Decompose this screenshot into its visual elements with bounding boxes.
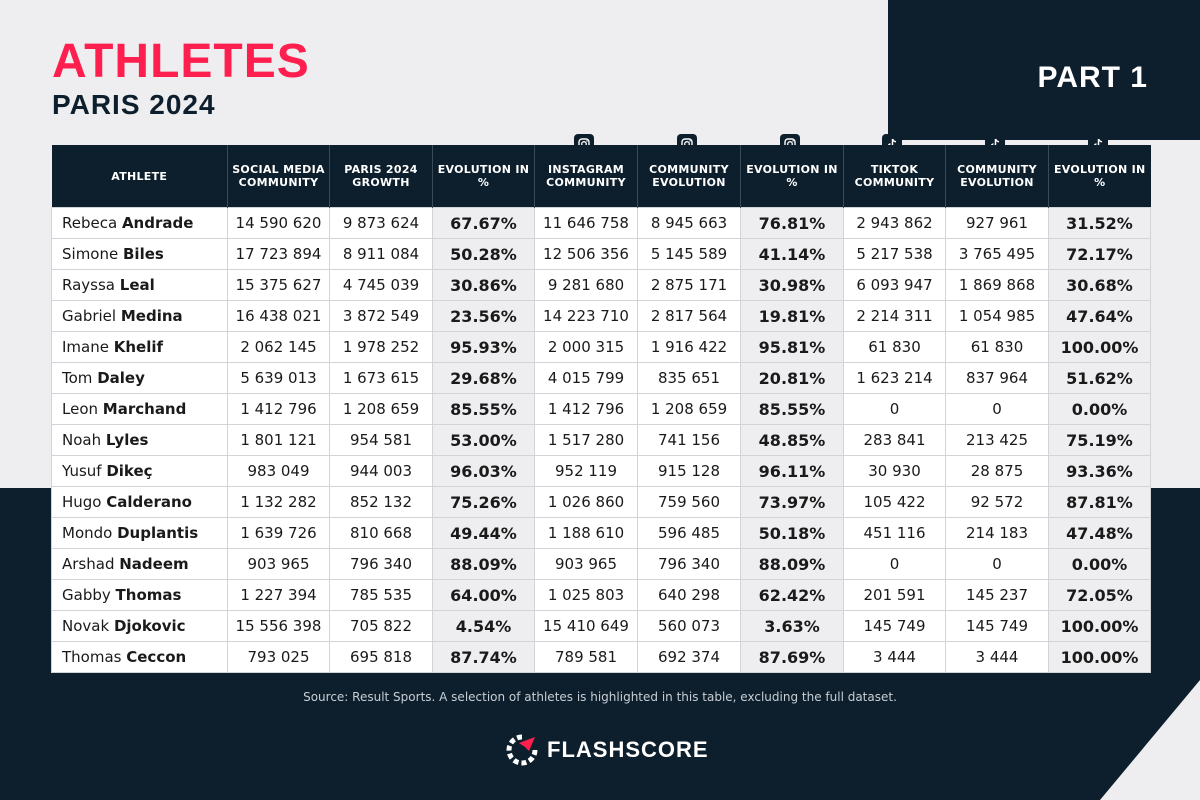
cell-tt-evo: 3 444	[946, 642, 1049, 673]
athlete-name-cell	[52, 487, 228, 518]
cell-evo: 88.09%	[433, 549, 535, 580]
column-header: PARIS 2024 GROWTH	[330, 145, 433, 208]
cell-tt: 145 749	[844, 611, 946, 642]
athlete-name-cell	[52, 518, 228, 549]
cell-tt-pct: 0.00%	[1049, 549, 1151, 580]
cell-ig-pct: 95.81%	[741, 332, 844, 363]
cell-tt: 201 591	[844, 580, 946, 611]
cell-social: 1 801 121	[228, 425, 330, 456]
cell-tt-pct: 100.00%	[1049, 642, 1151, 673]
cell-evo: 30.86%	[433, 270, 535, 301]
athlete-name-cell	[52, 363, 228, 394]
cell-social: 5 639 013	[228, 363, 330, 394]
cell-tt-pct: 93.36%	[1049, 456, 1151, 487]
athlete-last-name: Ceccon	[126, 648, 187, 666]
cell-growth: 9 873 624	[330, 208, 433, 239]
cell-social: 1 639 726	[228, 518, 330, 549]
cell-ig: 1 517 280	[535, 425, 638, 456]
cell-tt: 0	[844, 549, 946, 580]
table-row	[52, 270, 1151, 301]
cell-ig-evo: 915 128	[638, 456, 741, 487]
column-header: COMMUNITY EVOLUTION	[638, 145, 741, 208]
column-header: COMMUNITY EVOLUTION	[946, 145, 1049, 208]
cell-tt: 0	[844, 394, 946, 425]
cell-evo: 64.00%	[433, 580, 535, 611]
athlete-first-name: Leon	[62, 400, 99, 418]
cell-ig-pct: 76.81%	[741, 208, 844, 239]
cell-ig: 1 026 860	[535, 487, 638, 518]
cell-ig-pct: 19.81%	[741, 301, 844, 332]
cell-ig-evo: 835 651	[638, 363, 741, 394]
athlete-last-name: Nadeem	[119, 555, 189, 573]
cell-tt: 6 093 947	[844, 270, 946, 301]
cell-ig: 11 646 758	[535, 208, 638, 239]
cell-growth: 944 003	[330, 456, 433, 487]
cell-evo: 75.26%	[433, 487, 535, 518]
cell-ig-evo: 640 298	[638, 580, 741, 611]
cell-ig-evo: 741 156	[638, 425, 741, 456]
athlete-last-name: Duplantis	[117, 524, 199, 542]
column-header: EVOLUTION IN %	[741, 145, 844, 208]
page-subtitle: PARIS 2024	[52, 89, 216, 120]
cell-evo: 87.74%	[433, 642, 535, 673]
cell-growth: 4 745 039	[330, 270, 433, 301]
athlete-name-cell	[52, 270, 228, 301]
cell-growth: 3 872 549	[330, 301, 433, 332]
table-row	[52, 208, 1151, 239]
cell-ig-evo: 2 875 171	[638, 270, 741, 301]
cell-social: 1 132 282	[228, 487, 330, 518]
table-row	[52, 239, 1151, 270]
athlete-first-name: Hugo	[62, 493, 102, 511]
cell-tt-evo: 213 425	[946, 425, 1049, 456]
table-row	[52, 549, 1151, 580]
cell-tt: 30 930	[844, 456, 946, 487]
cell-evo: 67.67%	[433, 208, 535, 239]
cell-ig-evo: 560 073	[638, 611, 741, 642]
cell-ig-pct: 85.55%	[741, 394, 844, 425]
table-header-row	[52, 145, 1151, 208]
cell-tt: 61 830	[844, 332, 946, 363]
cell-tt-evo: 145 749	[946, 611, 1049, 642]
cell-tt: 2 214 311	[844, 301, 946, 332]
cell-growth: 810 668	[330, 518, 433, 549]
column-header: INSTAGRAM COMMUNITY	[535, 145, 638, 208]
cell-tt-evo: 3 765 495	[946, 239, 1049, 270]
cell-growth: 796 340	[330, 549, 433, 580]
cell-ig-evo: 5 145 589	[638, 239, 741, 270]
table-row	[52, 487, 1151, 518]
cell-ig-pct: 30.98%	[741, 270, 844, 301]
cell-tt-pct: 31.52%	[1049, 208, 1151, 239]
athlete-last-name: Djokovic	[113, 617, 186, 635]
cell-tt-pct: 72.05%	[1049, 580, 1151, 611]
athlete-last-name: Medina	[120, 307, 183, 325]
athlete-last-name: Dikeç	[106, 462, 153, 480]
cell-social: 793 025	[228, 642, 330, 673]
cell-ig-pct: 96.11%	[741, 456, 844, 487]
cell-social: 17 723 894	[228, 239, 330, 270]
cell-tt-evo: 0	[946, 394, 1049, 425]
flashscore-logo	[505, 733, 709, 767]
cell-ig: 9 281 680	[535, 270, 638, 301]
cell-ig-pct: 20.81%	[741, 363, 844, 394]
cell-social: 14 590 620	[228, 208, 330, 239]
cell-tt-pct: 72.17%	[1049, 239, 1151, 270]
column-header: TIKTOK COMMUNITY	[844, 145, 946, 208]
athlete-last-name: Khelif	[113, 338, 164, 356]
cell-evo: 49.44%	[433, 518, 535, 549]
cell-ig-pct: 41.14%	[741, 239, 844, 270]
cell-ig-evo: 796 340	[638, 549, 741, 580]
column-header: ATHLETE	[52, 145, 228, 208]
athlete-last-name: Thomas	[115, 586, 182, 604]
cell-social: 983 049	[228, 456, 330, 487]
cell-tt-evo: 1 869 868	[946, 270, 1049, 301]
cell-ig-pct: 62.42%	[741, 580, 844, 611]
table-row	[52, 394, 1151, 425]
table-row	[52, 332, 1151, 363]
athlete-last-name: Andrade	[121, 214, 194, 232]
cell-evo: 85.55%	[433, 394, 535, 425]
cell-tt-pct: 30.68%	[1049, 270, 1151, 301]
logo-text: FLASHSCORE	[547, 737, 709, 762]
cell-tt-evo: 214 183	[946, 518, 1049, 549]
cell-tt-evo: 61 830	[946, 332, 1049, 363]
cell-social: 16 438 021	[228, 301, 330, 332]
cell-tt-evo: 28 875	[946, 456, 1049, 487]
athlete-first-name: Gabriel	[62, 307, 117, 325]
cell-ig-evo: 692 374	[638, 642, 741, 673]
cell-growth: 785 535	[330, 580, 433, 611]
cell-growth: 954 581	[330, 425, 433, 456]
athlete-first-name: Arshad	[62, 555, 115, 573]
cell-social: 1 412 796	[228, 394, 330, 425]
cell-ig-pct: 73.97%	[741, 487, 844, 518]
table-row	[52, 425, 1151, 456]
athlete-last-name: Marchand	[102, 400, 187, 418]
cell-social: 15 375 627	[228, 270, 330, 301]
athlete-name-cell	[52, 642, 228, 673]
athlete-first-name: Simone	[62, 245, 119, 263]
cell-tt: 1 623 214	[844, 363, 946, 394]
cell-tt-pct: 87.81%	[1049, 487, 1151, 518]
table-row	[52, 642, 1151, 673]
athlete-last-name: Leal	[119, 276, 155, 294]
athlete-name-cell	[52, 301, 228, 332]
column-header: SOCIAL MEDIA COMMUNITY	[228, 145, 330, 208]
cell-growth: 1 978 252	[330, 332, 433, 363]
athlete-first-name: Thomas	[62, 648, 122, 666]
athlete-first-name: Imane	[62, 338, 109, 356]
cell-social: 903 965	[228, 549, 330, 580]
cell-social: 2 062 145	[228, 332, 330, 363]
athlete-name-cell	[52, 611, 228, 642]
table-row	[52, 456, 1151, 487]
cell-evo: 53.00%	[433, 425, 535, 456]
cell-tt: 5 217 538	[844, 239, 946, 270]
athlete-name-cell	[52, 549, 228, 580]
cell-ig: 1 025 803	[535, 580, 638, 611]
cell-growth: 705 822	[330, 611, 433, 642]
athlete-name-cell	[52, 239, 228, 270]
table-row	[52, 301, 1151, 332]
cell-tt: 3 444	[844, 642, 946, 673]
cell-tt: 105 422	[844, 487, 946, 518]
cell-evo: 96.03%	[433, 456, 535, 487]
cell-ig: 2 000 315	[535, 332, 638, 363]
athlete-last-name: Lyles	[105, 431, 149, 449]
cell-tt-pct: 51.62%	[1049, 363, 1151, 394]
cell-tt: 451 116	[844, 518, 946, 549]
cell-ig-evo: 596 485	[638, 518, 741, 549]
cell-evo: 29.68%	[433, 363, 535, 394]
part-label: PART 1	[1037, 61, 1148, 94]
table-row	[52, 611, 1151, 642]
cell-growth: 1 208 659	[330, 394, 433, 425]
athlete-first-name: Mondo	[62, 524, 113, 542]
athlete-first-name: Rayssa	[62, 276, 115, 294]
column-header: EVOLUTION IN %	[433, 145, 535, 208]
cell-ig-evo: 1 916 422	[638, 332, 741, 363]
athlete-first-name: Novak	[62, 617, 110, 635]
athlete-first-name: Tom	[62, 369, 93, 387]
cell-social: 1 227 394	[228, 580, 330, 611]
cell-growth: 695 818	[330, 642, 433, 673]
cell-evo: 50.28%	[433, 239, 535, 270]
athlete-name-cell	[52, 456, 228, 487]
cell-ig-pct: 87.69%	[741, 642, 844, 673]
flashscore-logo-icon	[505, 733, 539, 767]
cell-ig-pct: 3.63%	[741, 611, 844, 642]
cell-tt: 2 943 862	[844, 208, 946, 239]
athlete-name-cell	[52, 332, 228, 363]
cell-ig-pct: 88.09%	[741, 549, 844, 580]
cell-tt-evo: 92 572	[946, 487, 1049, 518]
cell-ig: 14 223 710	[535, 301, 638, 332]
cell-tt-evo: 145 237	[946, 580, 1049, 611]
cell-growth: 1 673 615	[330, 363, 433, 394]
cell-tt-pct: 75.19%	[1049, 425, 1151, 456]
table-row	[52, 580, 1151, 611]
athlete-last-name: Calderano	[106, 493, 192, 511]
table-row	[52, 363, 1151, 394]
athlete-first-name: Rebeca	[62, 214, 118, 232]
cell-ig: 12 506 356	[535, 239, 638, 270]
cell-ig-evo: 8 945 663	[638, 208, 741, 239]
page-title: ATHLETES	[52, 35, 310, 88]
cell-growth: 8 911 084	[330, 239, 433, 270]
athlete-name-cell	[52, 208, 228, 239]
cell-tt-evo: 0	[946, 549, 1049, 580]
cell-tt-pct: 47.64%	[1049, 301, 1151, 332]
cell-evo: 4.54%	[433, 611, 535, 642]
cell-ig: 903 965	[535, 549, 638, 580]
source-note: Source: Result Sports. A selection of athletes is highlighted in this table, excluding the full dataset.	[303, 690, 897, 704]
cell-social: 15 556 398	[228, 611, 330, 642]
cell-ig: 15 410 649	[535, 611, 638, 642]
column-header: EVOLUTION IN %	[1049, 145, 1151, 208]
cell-tt: 283 841	[844, 425, 946, 456]
athlete-first-name: Noah	[62, 431, 102, 449]
cell-ig: 4 015 799	[535, 363, 638, 394]
cell-growth: 852 132	[330, 487, 433, 518]
cell-tt-evo: 837 964	[946, 363, 1049, 394]
cell-tt-evo: 1 054 985	[946, 301, 1049, 332]
cell-tt-evo: 927 961	[946, 208, 1049, 239]
cell-tt-pct: 100.00%	[1049, 332, 1151, 363]
athlete-name-cell	[52, 394, 228, 425]
athlete-first-name: Yusuf	[62, 462, 102, 480]
cell-tt-pct: 0.00%	[1049, 394, 1151, 425]
cell-tt-pct: 47.48%	[1049, 518, 1151, 549]
cell-evo: 23.56%	[433, 301, 535, 332]
athlete-first-name: Gabby	[62, 586, 111, 604]
cell-tt-pct: 100.00%	[1049, 611, 1151, 642]
athletes-table	[51, 145, 1150, 673]
table-row	[52, 518, 1151, 549]
cell-ig: 1 412 796	[535, 394, 638, 425]
cell-ig-evo: 1 208 659	[638, 394, 741, 425]
cell-ig-pct: 50.18%	[741, 518, 844, 549]
athlete-last-name: Biles	[123, 245, 164, 263]
cell-ig-pct: 48.85%	[741, 425, 844, 456]
cell-ig-evo: 759 560	[638, 487, 741, 518]
athlete-name-cell	[52, 580, 228, 611]
cell-ig-evo: 2 817 564	[638, 301, 741, 332]
cell-ig: 952 119	[535, 456, 638, 487]
athlete-last-name: Daley	[97, 369, 145, 387]
cell-ig: 1 188 610	[535, 518, 638, 549]
cell-ig: 789 581	[535, 642, 638, 673]
cell-evo: 95.93%	[433, 332, 535, 363]
athlete-name-cell	[52, 425, 228, 456]
